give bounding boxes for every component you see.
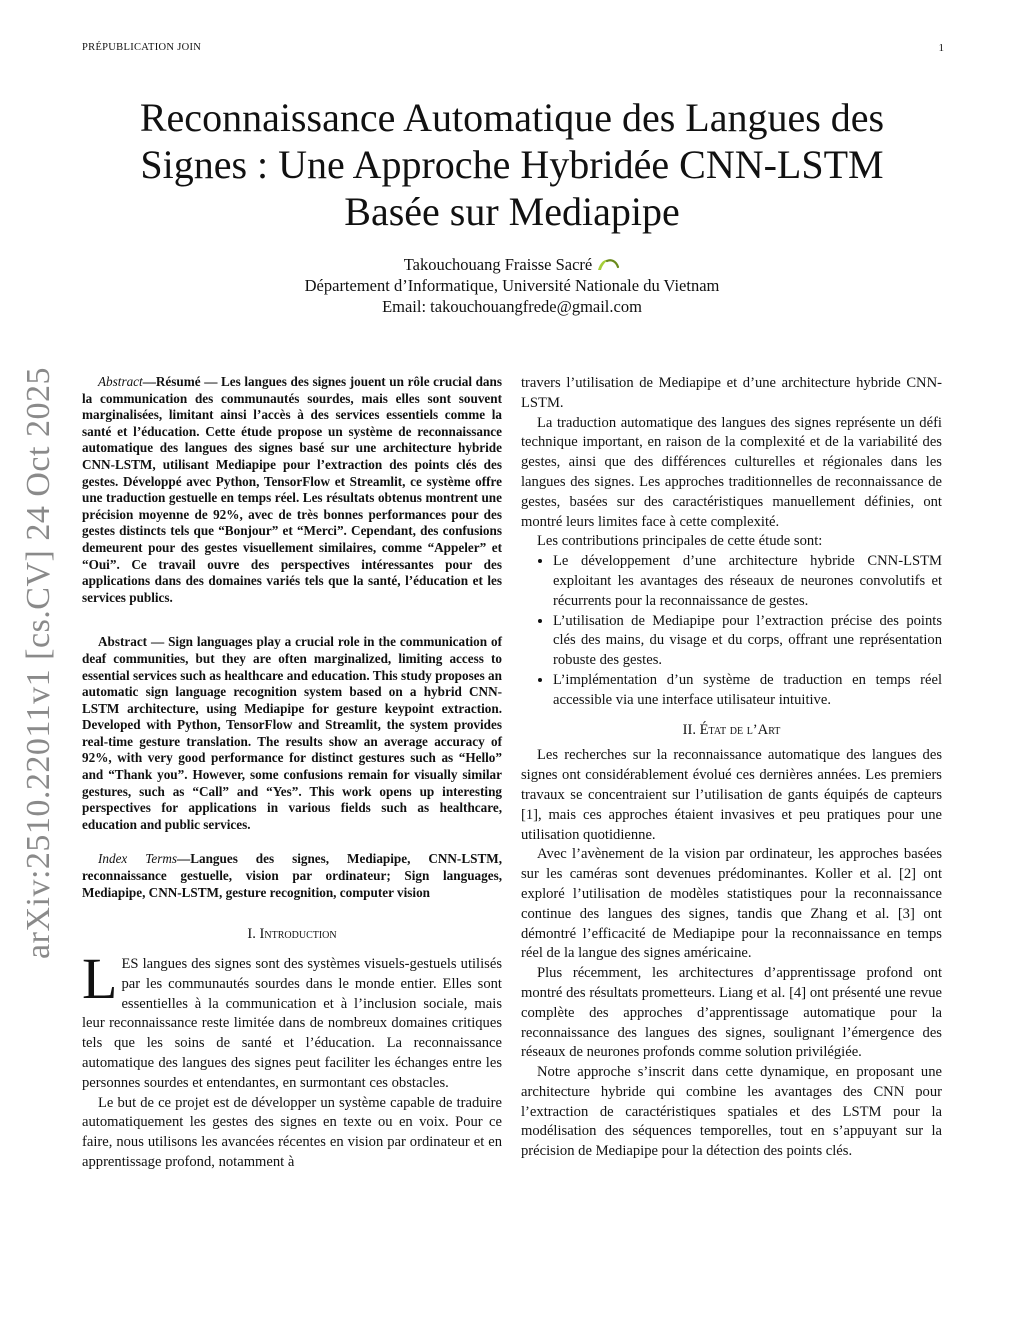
paper-title: Reconnaissance Automatique des Langues des Signes : Une Approche Hybridée CNN-LSTM Basée sur Mediapipe — [139, 95, 885, 234]
intro-paragraph-4: Les contributions principales de cette étude sont: — [537, 533, 823, 550]
intro-paragraph-1-text: ES langues des signes sont des systèmes visuels-gestuels utilisés par les communautés sourdes dans le monde entier. Elles sont essentielles à la communication et à l’inclusion sociale, mais leur reconnaissance reste limitée dans de nombreux domaines critiques tels que les soins de santé et l’éducation. La reconnaissance automatique des langues des signes peut faciliter les échanges entre les personnes sourdes et entendantes, en surmontant ces obstacles. — [82, 956, 502, 1091]
abstract-fr-text: —Résumé — Les langues des signes jouent un rôle crucial dans la communication des communautés sourdes, mais elles sont souvent marginalisées, limitant ainsi l’accès à des services essentiels comme la santé et l’éducation. Cette étude propose un système de reconnaissance automatique des langues des signes basé sur une architecture hybride CNN-LSTM, utilisant Mediapipe pour l’extraction des points clés des gestes. Développé avec Python, TensorFlow et Streamlit, ce système offre une traduction gestuelle en temps réel. Les résultats obtenus montrent une précision moyenne de 92%, avec de très bonnes performances pour des gestes distincts tels que “Bonjour” et “Merci”. Cependant, des confusions demeurent pour des gestes visuellement similaires, comme “Appeler” et “Oui”. Ce travail ouvre des perspectives intéressantes pour des applications dans des domaines variés tels que la santé, l’éducation et les services publics. — [82, 374, 502, 605]
abstract-fr — [82, 374, 502, 606]
section-title: Introduction — [259, 926, 337, 943]
sota-paragraph-4: Notre approche s’inscrit dans cette dynamique, en proposant une architecture hybride qui combine les avantages des CNN pour l’extraction de caractéristiques spatiales et des LSTM pour la modélisation des séquences temporelles, tout en s’appuyant sur la précision de Mediapipe pour la détection des points clés. — [521, 1064, 942, 1160]
index-terms-label: Index Terms — [98, 851, 178, 867]
sota-paragraph-3: Plus récemment, les architectures d’apprentissage profond ont montré des résultats prometteurs. Liang et al. [4] ont présenté une revue complète des approches d’apprentissage automatique pour la reconnaissance des langues des signes, soulignant l’émergence des réseaux de neurones profonds comme solution privilégiée. — [521, 965, 942, 1061]
running-header: PRÉPUBLICATION JOIN — [82, 42, 202, 53]
author-affiliation: Département d’Informatique, Université Nationale du Vietnam — [304, 276, 720, 295]
index-terms-text: —Langues des signes, Mediapipe, CNN-LSTM, reconnaissance gestuelle, vision par ordinateur; Sign languages, Mediapipe, CNN-LSTM, gesture recognition, computer vision — [82, 851, 502, 900]
index-terms — [82, 851, 502, 901]
arxiv-stamp — [14, 366, 64, 959]
section-title: État de l’Art — [699, 721, 781, 738]
intro-paragraph-1 — [82, 946, 502, 1094]
list-item: • L’implémentation d’un système de traduction en temps réel accessible via une interface utilisateur intuitive. — [553, 671, 942, 711]
list-item: • Le développement d’une architecture hybride CNN-LSTM exploitant les avantages des réseaux de neurones convolutifs et récurrents pour la reconnaissance de gestes. — [553, 552, 942, 611]
orcid-icon[interactable] — [596, 255, 620, 269]
author-name: Takouchouang Fraisse Sacré — [403, 255, 593, 274]
list-item: • L’utilisation de Mediapipe pour l’extraction précise des points clés des mains, du visage et du corps, offrant une représentation robuste des gestes. — [553, 612, 942, 671]
abstract-label: Abstract — [98, 374, 143, 389]
contributions-list — [521, 552, 942, 710]
right-column — [521, 374, 942, 1162]
sota-paragraph-2: Avec l’avènement de la vision par ordinateur, les approches basées sur les caméras sont devenues prédominantes. Koller et al. [2] ont exploré l’utilisation de modèles statistiques pour la reconnaissance continue des langues des signes, tandis que Zhang et al. [3] ont démontré l’efficacité de Mediapipe pour la reconnaissance en temps réel de la langue des signes américaine. — [521, 846, 942, 962]
section-heading-state-of-art: II. État de l’Art — [682, 721, 781, 738]
sota-paragraph-1: Les recherches sur la reconnaissance automatique des langues des signes ont considérablement évolué ces dernières années. Les premiers travaux se concentraient sur l’utilisation de gants équipés de capteurs [1], mais ces approches étaient invasives et peu pratiques pour une utilisation quotidienne. — [521, 747, 942, 843]
left-column — [82, 374, 502, 1173]
abstract-en: Abstract — Sign languages play a crucial role in the communication of deaf communities, but they are often marginalized, limiting access to essential services such as healthcare and education. This study proposes an automatic sign language recognition system based on a hybrid CNN-LSTM architecture, using Mediapipe for gesture keypoint extraction. Developed with Python, TensorFlow and Streamlit, the system provides real-time gesture translation. The results show an average accuracy of 92%, with very good performance for distinct gestures such as “Hello” and “Thank you”. However, some confusions remain for visually similar gestures, such as “Call” and “Yes”. This work opens up interesting perspectives for applications in various fields such as healthcare, education and public services. — [82, 634, 502, 832]
author-email[interactable]: Email: takouchouangfrede@gmail.com — [382, 297, 642, 316]
drop-cap: L — [82, 946, 118, 1012]
author-block — [100, 254, 924, 317]
page-number: 1 — [938, 42, 944, 54]
intro-paragraph-2: Le but de ce projet est de développer un système capable de traduire automatiquement les gestes des signes en texte ou en voix. Pour ce faire, nous utilisons les avancées récentes en vision par ordinateur et en apprentissage profond, notamment à — [82, 1094, 502, 1170]
section-heading-introduction: I. Introduction — [247, 926, 337, 943]
arxiv-stamp-text: arXiv:2510.22011v1 [cs.CV] 24 Oct 2025 — [20, 366, 58, 959]
intro-paragraph-2-continued: travers l’utilisation de Mediapipe et d’une architecture hybride CNN-LSTM. — [521, 375, 942, 411]
intro-paragraph-3: La traduction automatique des langues des signes représente un défi technique important, en raison de la complexité et de la variabilité des gestes, ainsi que des différences culturelles et régionales dans les langues des signes. Les approches traditionnelles de reconnaissance de gestes, basées sur des caractéristiques manuellement définies, ont montré leurs limites face à cette complexité. — [521, 414, 942, 530]
